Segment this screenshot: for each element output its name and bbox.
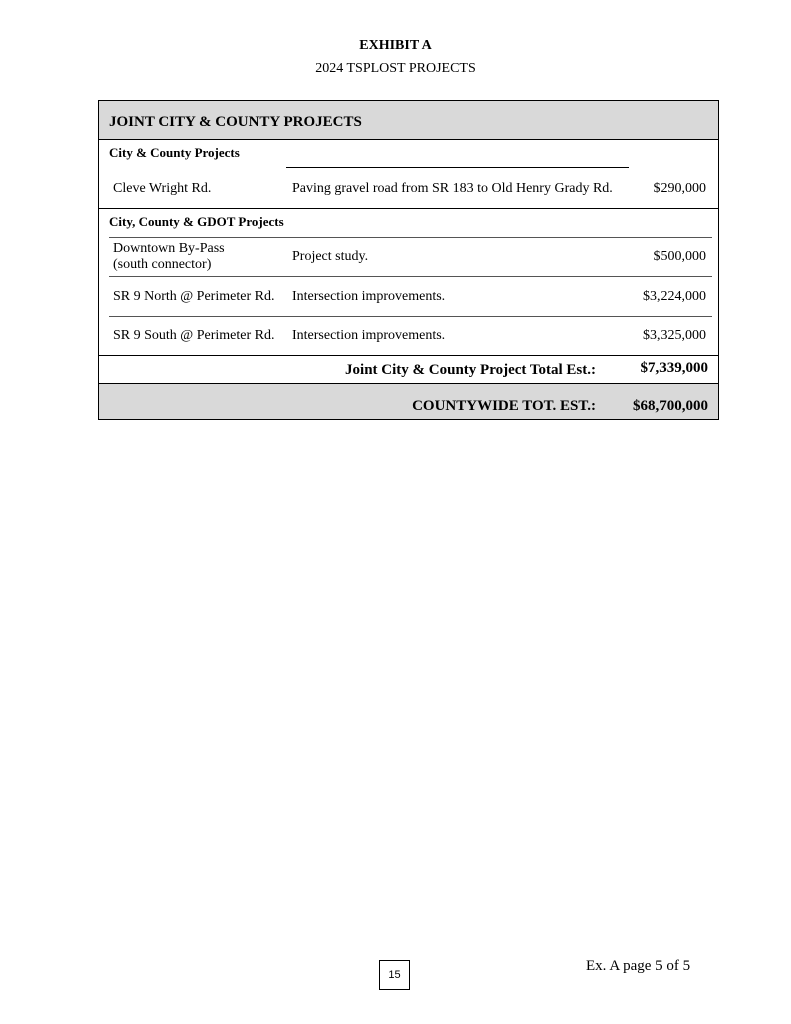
project-name: SR 9 South @ Perimeter Rd. xyxy=(113,328,275,343)
group-title: City & County Projects xyxy=(109,145,240,160)
project-amount: $290,000 xyxy=(653,181,706,196)
exhibit-title: EXHIBIT A xyxy=(359,38,432,53)
projects-table xyxy=(98,100,719,420)
project-description: Project study. xyxy=(292,249,369,264)
project-amount: $500,000 xyxy=(653,249,706,264)
project-name xyxy=(113,241,225,273)
project-description: Intersection improvements. xyxy=(292,328,446,343)
subtotal-amount: $7,339,000 xyxy=(640,360,708,376)
project-name: Cleve Wright Rd. xyxy=(113,181,212,196)
divider xyxy=(99,139,718,140)
divider xyxy=(109,316,712,317)
exhibit-subtitle: 2024 TSPLOST PROJECTS xyxy=(315,61,476,76)
page-reference: Ex. A page 5 of 5 xyxy=(586,958,691,974)
section-title: JOINT CITY & COUNTY PROJECTS xyxy=(109,114,362,130)
group-title: City, County & GDOT Projects xyxy=(109,214,284,229)
project-amount: $3,325,000 xyxy=(643,328,706,343)
total-band xyxy=(99,384,718,419)
total-amount: $68,700,000 xyxy=(633,398,708,414)
project-description: Paving gravel road from SR 183 to Old Henry Grady Rd. xyxy=(292,181,613,196)
page-number: 15 xyxy=(379,960,410,990)
project-name-line: Downtown By-Pass xyxy=(113,241,225,256)
divider xyxy=(286,167,629,168)
divider xyxy=(99,208,718,209)
subtotal-label: Joint City & County Project Total Est.: xyxy=(345,362,596,378)
divider xyxy=(109,237,712,238)
divider xyxy=(109,276,712,277)
total-label: COUNTYWIDE TOT. EST.: xyxy=(412,398,596,414)
divider xyxy=(99,355,718,356)
project-name: SR 9 North @ Perimeter Rd. xyxy=(113,289,275,304)
project-amount: $3,224,000 xyxy=(643,289,706,304)
project-name-line: (south connector) xyxy=(113,257,212,272)
project-description: Intersection improvements. xyxy=(292,289,446,304)
